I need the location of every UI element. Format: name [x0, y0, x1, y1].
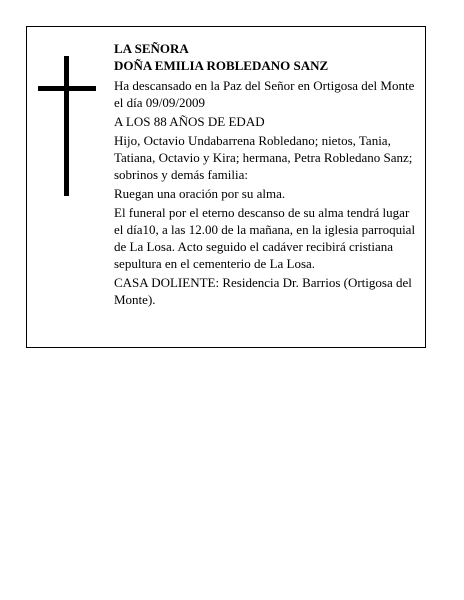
- funeral-details: El funeral por el eterno descanso de su alma tendrá lugar el día10, a las 12.00 de la mañana, en la iglesia parroquial de La Losa. Acto seguido el cadáver recibirá cristiana sepultura en el cementerio de La Losa.: [114, 205, 416, 271]
- notice-body: [114, 40, 419, 310]
- notice-title: LA SEÑORA: [114, 41, 189, 56]
- family-list: Hijo, Octavio Undabarrena Robledano; nietos, Tania, Tatiana, Octavio y Kira; hermana, Petra Robledano Sanz; sobrinos y demás familia:: [114, 133, 413, 182]
- prayer-request: Ruegan una oración por su alma.: [114, 186, 286, 201]
- cross-vertical-bar: [64, 56, 69, 196]
- mourning-house: CASA DOLIENTE: Residencia Dr. Barrios (Ortigosa del Monte).: [114, 275, 412, 307]
- age-line: A LOS 88 AÑOS DE EDAD: [114, 114, 265, 129]
- obituary-notice: [26, 26, 426, 348]
- latin-cross-icon: [38, 56, 96, 196]
- death-announcement: Ha descansado en la Paz del Señor en Ortigosa del Monte el día 09/09/2009: [114, 78, 415, 110]
- deceased-name: DOÑA EMILIA ROBLEDANO SANZ: [114, 58, 329, 73]
- cross-horizontal-bar: [38, 86, 96, 91]
